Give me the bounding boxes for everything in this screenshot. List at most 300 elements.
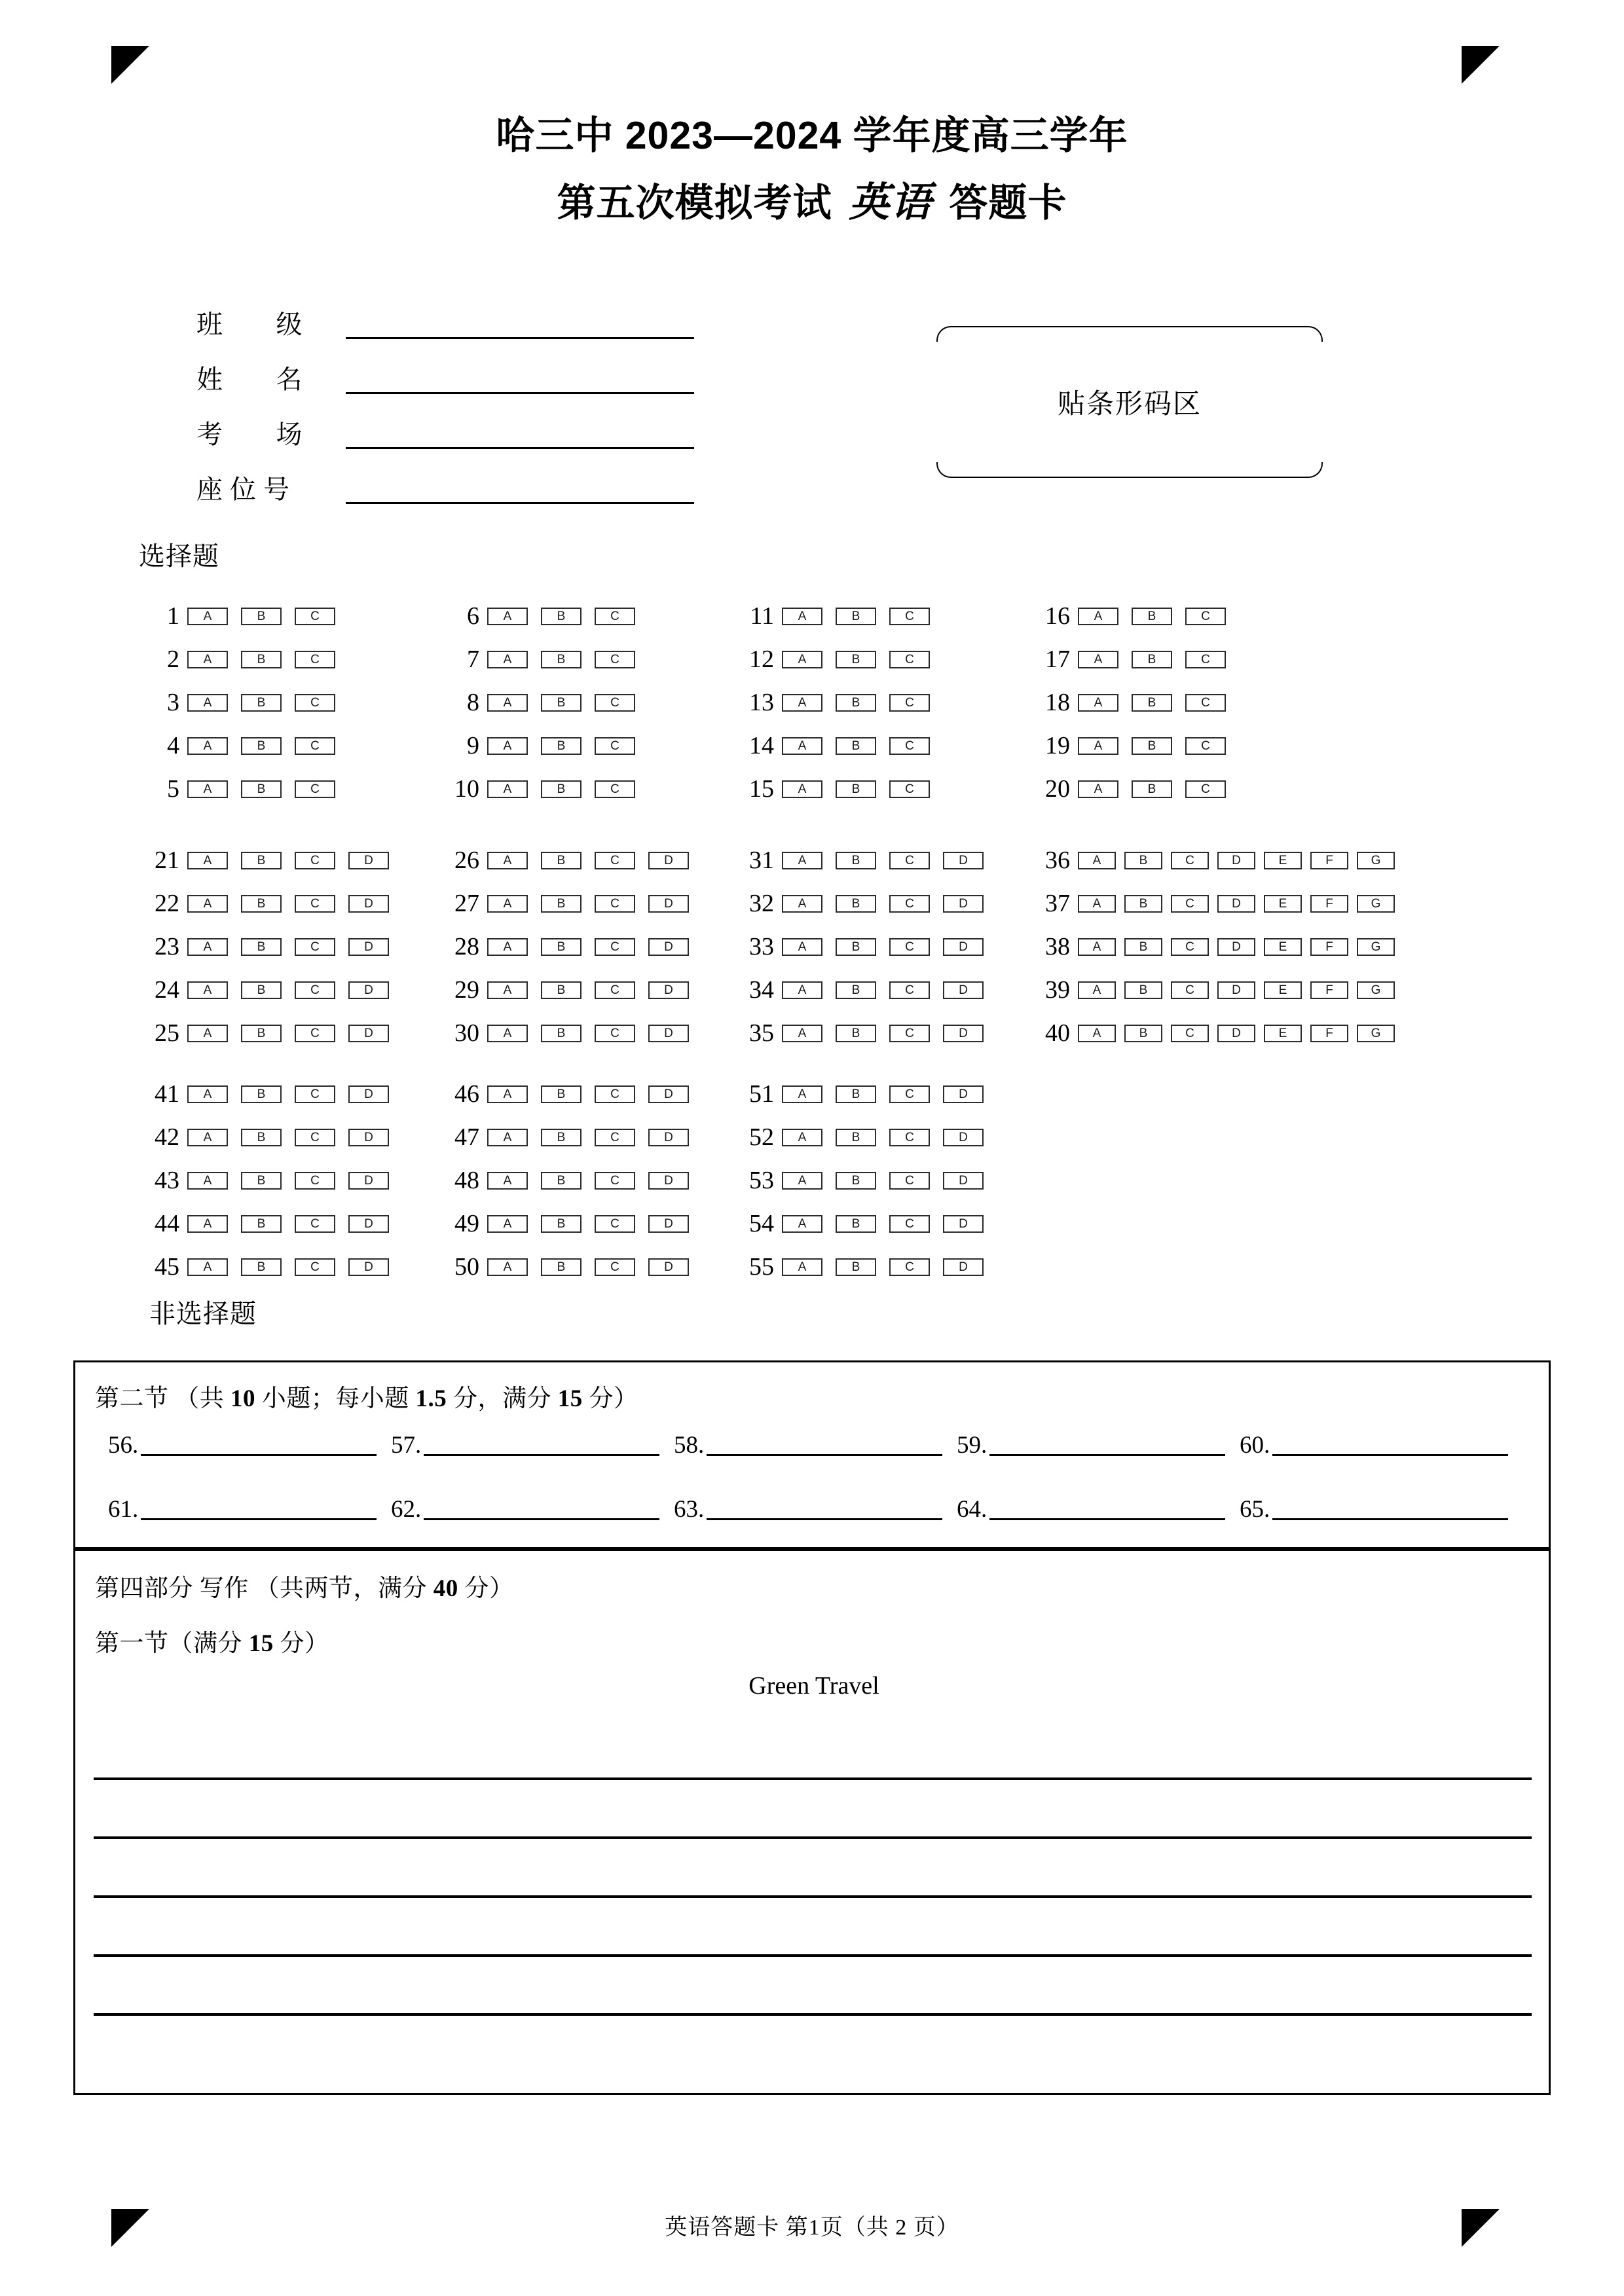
- answer-option-d[interactable]: D: [648, 895, 689, 913]
- answer-option-b[interactable]: B: [541, 938, 581, 956]
- blank-item: [674, 1433, 957, 1460]
- answer-option-c[interactable]: C: [1185, 694, 1226, 712]
- answer-row: [139, 839, 402, 882]
- answer-option-d[interactable]: D: [348, 1172, 389, 1190]
- answer-option-c[interactable]: C: [1185, 651, 1226, 668]
- blank-number: 63.: [674, 1496, 705, 1523]
- answer-option-d[interactable]: D: [943, 1129, 984, 1146]
- info-input-class[interactable]: [346, 333, 694, 339]
- answer-option-c[interactable]: C: [595, 1215, 635, 1233]
- section-four-sub-heading-part-1: 第一节（满分: [95, 1630, 249, 1657]
- answer-option-d[interactable]: D: [943, 1085, 984, 1103]
- answer-option-b[interactable]: B: [541, 1215, 581, 1233]
- answer-option-c[interactable]: C: [595, 1085, 635, 1103]
- answer-option-a[interactable]: A: [782, 694, 822, 712]
- answer-row: [1029, 767, 1239, 811]
- answer-option-b[interactable]: B: [541, 1258, 581, 1276]
- blank-answer-input[interactable]: [1272, 1451, 1508, 1456]
- answer-option-a[interactable]: A: [782, 651, 822, 668]
- answer-option-a[interactable]: A: [187, 608, 228, 625]
- essay-line[interactable]: [94, 1780, 1532, 1839]
- answer-option-b[interactable]: B: [541, 1085, 581, 1103]
- answer-option-b[interactable]: B: [241, 737, 282, 755]
- answer-row: [439, 839, 702, 882]
- answer-option-b[interactable]: B: [1132, 780, 1172, 798]
- answer-option-b[interactable]: B: [541, 651, 581, 668]
- question-number: 37: [1045, 890, 1070, 917]
- essay-line[interactable]: [94, 1721, 1532, 1780]
- answer-row: [439, 1011, 702, 1055]
- answer-option-a[interactable]: A: [782, 895, 822, 913]
- answer-option-d[interactable]: D: [348, 1215, 389, 1233]
- answer-option-a[interactable]: A: [487, 651, 528, 668]
- answer-row: [733, 1072, 997, 1116]
- question-number: 53: [749, 1167, 774, 1194]
- answer-row: [1029, 638, 1239, 681]
- answer-option-a[interactable]: A: [187, 1172, 228, 1190]
- answer-option-c[interactable]: C: [295, 938, 335, 956]
- info-input-name[interactable]: [346, 388, 694, 394]
- answer-option-d[interactable]: D: [648, 1025, 689, 1042]
- answer-row: [733, 594, 943, 638]
- answer-option-c[interactable]: C: [889, 608, 930, 625]
- answer-option-d[interactable]: D: [943, 938, 984, 956]
- question-number: 3: [167, 689, 179, 716]
- answer-option-a[interactable]: A: [487, 852, 528, 869]
- answer-option-e[interactable]: E: [1264, 981, 1302, 999]
- answer-option-b[interactable]: B: [836, 1025, 876, 1042]
- answer-option-a[interactable]: A: [782, 1215, 822, 1233]
- answer-option-a[interactable]: A: [487, 1215, 528, 1233]
- answer-option-g[interactable]: G: [1357, 981, 1395, 999]
- answer-option-a[interactable]: A: [782, 981, 822, 999]
- question-number: 46: [454, 1080, 479, 1108]
- answer-option-f[interactable]: F: [1310, 852, 1348, 869]
- student-info-block: [196, 288, 694, 508]
- answer-option-a[interactable]: A: [487, 780, 528, 798]
- answer-option-b[interactable]: B: [836, 938, 876, 956]
- answer-option-c[interactable]: C: [1171, 895, 1209, 913]
- answer-option-b[interactable]: B: [241, 694, 282, 712]
- question-number: 34: [749, 976, 774, 1004]
- answer-option-b[interactable]: B: [241, 651, 282, 668]
- info-input-exam-room[interactable]: [346, 443, 694, 449]
- answer-option-c[interactable]: C: [889, 737, 930, 755]
- answer-option-b[interactable]: B: [241, 981, 282, 999]
- answer-option-c[interactable]: C: [595, 1172, 635, 1190]
- answer-option-a[interactable]: A: [782, 608, 822, 625]
- answer-option-d[interactable]: D: [943, 1172, 984, 1190]
- answer-option-a[interactable]: A: [187, 1025, 228, 1042]
- answer-option-b[interactable]: B: [1132, 694, 1172, 712]
- answer-row: [439, 1245, 702, 1288]
- answer-option-a[interactable]: A: [187, 651, 228, 668]
- answer-option-d[interactable]: D: [348, 852, 389, 869]
- answer-option-a[interactable]: A: [782, 938, 822, 956]
- blank-answer-input[interactable]: [707, 1516, 942, 1520]
- answer-option-a[interactable]: A: [187, 1129, 228, 1146]
- answer-option-b[interactable]: B: [541, 608, 581, 625]
- answer-option-c[interactable]: C: [295, 737, 335, 755]
- answer-option-d[interactable]: D: [1217, 852, 1255, 869]
- answer-option-a[interactable]: A: [187, 1085, 228, 1103]
- answer-option-e[interactable]: E: [1264, 938, 1302, 956]
- question-number: 40: [1045, 1019, 1070, 1047]
- answer-option-c[interactable]: C: [595, 694, 635, 712]
- answer-option-c[interactable]: C: [295, 1215, 335, 1233]
- answer-option-c[interactable]: C: [889, 1172, 930, 1190]
- answer-option-c[interactable]: C: [1171, 1025, 1209, 1042]
- answer-option-c[interactable]: C: [1185, 780, 1226, 798]
- answer-option-b[interactable]: B: [541, 1172, 581, 1190]
- answer-option-c[interactable]: C: [595, 852, 635, 869]
- answer-option-b[interactable]: B: [541, 780, 581, 798]
- blank-answer-input[interactable]: [424, 1451, 659, 1456]
- answer-option-d[interactable]: D: [943, 981, 984, 999]
- answer-option-b[interactable]: B: [241, 1215, 282, 1233]
- answer-option-d[interactable]: D: [348, 1025, 389, 1042]
- question-number: 31: [749, 847, 774, 874]
- answer-option-a[interactable]: A: [187, 780, 228, 798]
- answer-option-c[interactable]: C: [295, 694, 335, 712]
- answer-row: [733, 767, 943, 811]
- answer-option-d[interactable]: D: [648, 1258, 689, 1276]
- answer-option-d[interactable]: D: [348, 895, 389, 913]
- answer-option-d[interactable]: D: [648, 981, 689, 999]
- answer-option-a[interactable]: A: [487, 608, 528, 625]
- answer-option-a[interactable]: A: [1078, 938, 1116, 956]
- question-number: 24: [155, 976, 179, 1004]
- answer-row: [139, 1245, 402, 1288]
- answer-option-a[interactable]: A: [782, 1258, 822, 1276]
- answer-option-c[interactable]: C: [295, 1085, 335, 1103]
- answer-option-b[interactable]: B: [541, 1129, 581, 1146]
- answer-option-d[interactable]: D: [348, 1258, 389, 1276]
- answer-option-c[interactable]: C: [1185, 608, 1226, 625]
- answer-option-c[interactable]: C: [1185, 737, 1226, 755]
- answer-option-g[interactable]: G: [1357, 895, 1395, 913]
- answer-option-d[interactable]: D: [1217, 1025, 1255, 1042]
- answer-option-d[interactable]: D: [348, 1129, 389, 1146]
- answer-option-f[interactable]: F: [1310, 895, 1348, 913]
- answer-option-b[interactable]: B: [836, 780, 876, 798]
- answer-option-c[interactable]: C: [1171, 938, 1209, 956]
- blank-answer-input[interactable]: [141, 1451, 377, 1456]
- answer-option-c[interactable]: C: [595, 780, 635, 798]
- answer-option-b[interactable]: B: [836, 1085, 876, 1103]
- answer-option-b[interactable]: B: [1124, 981, 1162, 999]
- answer-option-c[interactable]: C: [889, 651, 930, 668]
- answer-option-a[interactable]: A: [487, 938, 528, 956]
- answer-option-b[interactable]: B: [1132, 737, 1172, 755]
- answer-option-b[interactable]: B: [541, 694, 581, 712]
- answer-option-c[interactable]: C: [295, 895, 335, 913]
- answer-option-d[interactable]: D: [348, 938, 389, 956]
- answer-option-b[interactable]: B: [836, 1172, 876, 1190]
- answer-option-a[interactable]: A: [187, 938, 228, 956]
- question-number: 35: [749, 1019, 774, 1047]
- question-number: 26: [454, 847, 479, 874]
- answer-option-g[interactable]: G: [1357, 1025, 1395, 1042]
- answer-option-a[interactable]: A: [1078, 608, 1118, 625]
- answer-option-d[interactable]: D: [648, 1085, 689, 1103]
- answer-option-c[interactable]: C: [889, 852, 930, 869]
- answer-option-b[interactable]: B: [1132, 608, 1172, 625]
- blank-answer-input[interactable]: [1272, 1516, 1508, 1520]
- question-number: 44: [155, 1210, 179, 1237]
- answer-row: [139, 882, 402, 925]
- answer-option-c[interactable]: C: [889, 1025, 930, 1042]
- answer-option-a[interactable]: A: [487, 1172, 528, 1190]
- answer-option-c[interactable]: C: [595, 981, 635, 999]
- info-row-name: [196, 343, 694, 398]
- question-number: 54: [749, 1210, 774, 1237]
- answer-option-a[interactable]: A: [487, 1258, 528, 1276]
- answer-option-d[interactable]: D: [943, 852, 984, 869]
- answer-option-a[interactable]: A: [187, 737, 228, 755]
- blank-number: 58.: [674, 1432, 705, 1459]
- answer-option-d[interactable]: D: [648, 1172, 689, 1190]
- answer-option-a[interactable]: A: [487, 1085, 528, 1103]
- answer-option-b[interactable]: B: [241, 1085, 282, 1103]
- answer-option-b[interactable]: B: [1124, 852, 1162, 869]
- answer-option-a[interactable]: A: [487, 1129, 528, 1146]
- answer-option-a[interactable]: A: [782, 1172, 822, 1190]
- answer-option-b[interactable]: B: [241, 1172, 282, 1190]
- answer-option-b[interactable]: B: [241, 852, 282, 869]
- answer-option-d[interactable]: D: [1217, 938, 1255, 956]
- answer-row: [139, 1072, 402, 1116]
- answer-option-c[interactable]: C: [595, 895, 635, 913]
- info-input-seat-number[interactable]: [346, 498, 694, 504]
- section-two-points-total: 15: [557, 1385, 583, 1412]
- answer-option-a[interactable]: A: [487, 737, 528, 755]
- answer-option-c[interactable]: C: [889, 895, 930, 913]
- answer-option-d[interactable]: D: [943, 1215, 984, 1233]
- question-number: 47: [454, 1123, 479, 1151]
- answer-row: [733, 925, 997, 968]
- essay-line[interactable]: [94, 1957, 1532, 2016]
- answer-option-d[interactable]: D: [648, 1129, 689, 1146]
- blank-item: [674, 1497, 957, 1524]
- blank-item: [957, 1497, 1240, 1524]
- answer-row: [139, 1202, 402, 1245]
- answer-option-b[interactable]: B: [1124, 895, 1162, 913]
- answer-option-b[interactable]: B: [541, 895, 581, 913]
- answer-option-a[interactable]: A: [1078, 895, 1116, 913]
- answer-option-d[interactable]: D: [348, 1085, 389, 1103]
- answer-option-b[interactable]: B: [541, 981, 581, 999]
- answer-option-c[interactable]: C: [595, 608, 635, 625]
- answer-option-a[interactable]: A: [782, 1085, 822, 1103]
- answer-option-c[interactable]: C: [595, 1258, 635, 1276]
- answer-option-c[interactable]: C: [295, 651, 335, 668]
- answer-row: [139, 638, 348, 681]
- answer-option-f[interactable]: F: [1310, 1025, 1348, 1042]
- answer-option-g[interactable]: G: [1357, 852, 1395, 869]
- answer-option-c[interactable]: C: [889, 780, 930, 798]
- essay-line[interactable]: [94, 1898, 1532, 1957]
- answer-option-c[interactable]: C: [889, 1258, 930, 1276]
- answer-option-b[interactable]: B: [1124, 938, 1162, 956]
- answer-option-b[interactable]: B: [836, 1258, 876, 1276]
- answer-option-d[interactable]: D: [943, 1025, 984, 1042]
- answer-option-b[interactable]: B: [836, 895, 876, 913]
- essay-line[interactable]: [94, 1839, 1532, 1898]
- answer-option-a[interactable]: A: [782, 852, 822, 869]
- answer-option-c[interactable]: C: [595, 1025, 635, 1042]
- answer-option-c[interactable]: C: [595, 938, 635, 956]
- answer-option-a[interactable]: A: [487, 981, 528, 999]
- answer-option-b[interactable]: B: [241, 1025, 282, 1042]
- question-number: 21: [155, 847, 179, 874]
- answer-option-f[interactable]: F: [1310, 938, 1348, 956]
- answer-row: [1029, 925, 1403, 968]
- answer-option-b[interactable]: B: [541, 852, 581, 869]
- heading-non-multiple-choice: 非选择题: [149, 1300, 257, 1328]
- answer-option-b[interactable]: B: [241, 1258, 282, 1276]
- question-number: 43: [155, 1167, 179, 1194]
- question-number: 12: [749, 646, 774, 673]
- question-number: 7: [467, 646, 479, 673]
- question-number: 48: [454, 1167, 479, 1194]
- answer-option-a[interactable]: A: [187, 694, 228, 712]
- answer-option-b[interactable]: B: [241, 938, 282, 956]
- answer-option-b[interactable]: B: [836, 981, 876, 999]
- answer-option-e[interactable]: E: [1264, 852, 1302, 869]
- answer-option-c[interactable]: C: [889, 1215, 930, 1233]
- blank-item: [1240, 1497, 1522, 1524]
- answer-option-e[interactable]: E: [1264, 1025, 1302, 1042]
- answer-option-c[interactable]: C: [1171, 981, 1209, 999]
- answer-option-b[interactable]: B: [1124, 1025, 1162, 1042]
- answer-option-d[interactable]: D: [648, 852, 689, 869]
- answer-option-a[interactable]: A: [1078, 694, 1118, 712]
- answer-option-c[interactable]: C: [295, 1025, 335, 1042]
- answer-option-b[interactable]: B: [836, 608, 876, 625]
- answer-option-d[interactable]: D: [1217, 895, 1255, 913]
- answer-option-d[interactable]: D: [943, 895, 984, 913]
- answer-option-b[interactable]: B: [836, 694, 876, 712]
- answer-row: [733, 968, 997, 1011]
- section-four-heading: [95, 1568, 514, 1603]
- answer-option-b[interactable]: B: [1132, 651, 1172, 668]
- answer-option-b[interactable]: B: [541, 1025, 581, 1042]
- answer-option-d[interactable]: D: [648, 938, 689, 956]
- answer-option-a[interactable]: A: [1078, 780, 1118, 798]
- answer-row: [733, 1159, 997, 1202]
- answer-row: [439, 594, 648, 638]
- answer-option-b[interactable]: B: [241, 1129, 282, 1146]
- answer-option-c[interactable]: C: [295, 780, 335, 798]
- answer-option-c[interactable]: C: [295, 1129, 335, 1146]
- question-number: 51: [749, 1080, 774, 1108]
- answer-option-c[interactable]: C: [889, 981, 930, 999]
- question-number: 45: [155, 1253, 179, 1281]
- answer-option-c[interactable]: C: [295, 1258, 335, 1276]
- answer-option-c[interactable]: C: [595, 651, 635, 668]
- question-number: 29: [454, 976, 479, 1004]
- answer-option-d[interactable]: D: [348, 981, 389, 999]
- blank-answer-input[interactable]: [989, 1516, 1225, 1520]
- answer-column: [733, 839, 997, 1055]
- blank-answer-input[interactable]: [989, 1451, 1225, 1456]
- answer-row: [439, 638, 648, 681]
- answer-option-c[interactable]: C: [595, 737, 635, 755]
- blank-item: [391, 1497, 674, 1524]
- answer-option-d[interactable]: D: [648, 1215, 689, 1233]
- answer-option-c[interactable]: C: [889, 694, 930, 712]
- section-two-blank-rows: [108, 1433, 1522, 1561]
- answer-option-a[interactable]: A: [487, 895, 528, 913]
- answer-option-c[interactable]: C: [595, 1129, 635, 1146]
- answer-option-b[interactable]: B: [241, 608, 282, 625]
- answer-option-b[interactable]: B: [241, 895, 282, 913]
- answer-option-c[interactable]: C: [295, 1172, 335, 1190]
- answer-option-a[interactable]: A: [1078, 651, 1118, 668]
- answer-option-d[interactable]: D: [943, 1258, 984, 1276]
- question-number: 14: [749, 732, 774, 759]
- answer-option-c[interactable]: C: [889, 1129, 930, 1146]
- answer-option-a[interactable]: A: [782, 1025, 822, 1042]
- answer-option-a[interactable]: A: [1078, 981, 1116, 999]
- answer-option-c[interactable]: C: [295, 981, 335, 999]
- answer-option-a[interactable]: A: [782, 737, 822, 755]
- answer-option-b[interactable]: B: [541, 737, 581, 755]
- answer-option-c[interactable]: C: [889, 1085, 930, 1103]
- answer-option-f[interactable]: F: [1310, 981, 1348, 999]
- section-four-heading-part-1: 第四部分 写作 （共两节，满分: [95, 1575, 434, 1602]
- blank-answer-input[interactable]: [424, 1516, 659, 1520]
- answer-option-b[interactable]: B: [241, 780, 282, 798]
- blank-answer-input[interactable]: [141, 1516, 377, 1520]
- answer-option-a[interactable]: A: [187, 895, 228, 913]
- answer-option-a[interactable]: A: [187, 1258, 228, 1276]
- answer-option-a[interactable]: A: [1078, 1025, 1116, 1042]
- answer-option-b[interactable]: B: [836, 737, 876, 755]
- answer-option-g[interactable]: G: [1357, 938, 1395, 956]
- answer-option-a[interactable]: A: [487, 1025, 528, 1042]
- answer-option-a[interactable]: A: [782, 780, 822, 798]
- answer-column: [139, 594, 348, 811]
- answer-option-c[interactable]: C: [889, 938, 930, 956]
- answer-option-a[interactable]: A: [187, 1215, 228, 1233]
- answer-option-d[interactable]: D: [1217, 981, 1255, 999]
- section-four-sub-points: 15: [248, 1630, 274, 1657]
- blank-number: 62.: [391, 1496, 422, 1523]
- answer-option-e[interactable]: E: [1264, 895, 1302, 913]
- blank-answer-input[interactable]: [707, 1451, 942, 1456]
- answer-option-a[interactable]: A: [187, 852, 228, 869]
- question-number: 15: [749, 775, 774, 803]
- answer-option-a[interactable]: A: [1078, 737, 1118, 755]
- answer-option-b[interactable]: B: [836, 852, 876, 869]
- answer-option-a[interactable]: A: [187, 981, 228, 999]
- info-row-exam-room: [196, 398, 694, 453]
- answer-option-b[interactable]: B: [836, 1215, 876, 1233]
- answer-option-b[interactable]: B: [836, 1129, 876, 1146]
- blank-row: [108, 1433, 1522, 1497]
- answer-option-c[interactable]: C: [295, 852, 335, 869]
- answer-option-c[interactable]: C: [295, 608, 335, 625]
- question-number: 39: [1045, 976, 1070, 1004]
- answer-option-b[interactable]: B: [836, 651, 876, 668]
- answer-option-c[interactable]: C: [1171, 852, 1209, 869]
- answer-option-a[interactable]: A: [487, 694, 528, 712]
- answer-row: [139, 767, 348, 811]
- answer-option-a[interactable]: A: [1078, 852, 1116, 869]
- answer-option-a[interactable]: A: [782, 1129, 822, 1146]
